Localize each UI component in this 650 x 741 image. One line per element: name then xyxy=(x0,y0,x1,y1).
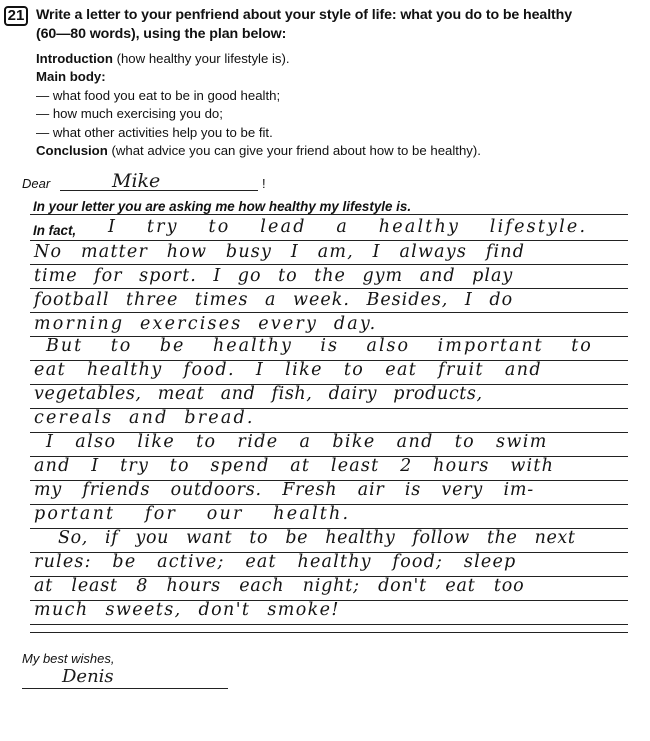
ruled-line xyxy=(30,288,628,289)
plan-conclusion xyxy=(36,142,646,160)
plan-item: — what other activities help you to be fit. xyxy=(36,124,273,140)
handwritten-line: No matter how busy I am, I always find xyxy=(34,242,526,262)
salutation-label: Dear xyxy=(22,176,51,191)
handwritten-line: morning exercises every day. xyxy=(34,314,378,334)
ruled-line xyxy=(30,214,628,215)
ruled-line xyxy=(30,624,628,625)
handwritten-line: I try to lead a healthy lifestyle. xyxy=(108,217,588,237)
handwritten-line: much sweets, don't smoke! xyxy=(34,600,340,620)
plan-introduction-text: (how healthy your lifestyle is). xyxy=(112,51,290,66)
handwritten-line: and I try to spend at least 2 hours with xyxy=(34,456,555,476)
handwritten-line: portant for our health. xyxy=(34,504,351,524)
ruled-line xyxy=(30,632,628,633)
plan-introduction xyxy=(36,50,646,68)
handwritten-line: cereals and bread. xyxy=(34,408,255,428)
task-instruction xyxy=(36,6,636,44)
salutation-name: Mike xyxy=(112,170,161,192)
ruled-line xyxy=(30,264,628,265)
ruled-line xyxy=(30,240,628,241)
handwritten-line: I also like to ride a bike and to swim xyxy=(46,432,548,452)
ruled-line xyxy=(30,312,628,313)
handwritten-line: But to be healthy is also important to xyxy=(46,336,593,356)
handwritten-line: So, if you want to be healthy follow the next xyxy=(58,528,576,548)
handwritten-line: at least 8 hours each night; don't eat too xyxy=(34,576,525,596)
plan-item: — what food you eat to be in good health; xyxy=(36,87,281,103)
plan-item: — how much exercising you do; xyxy=(36,106,223,122)
signature: Denis xyxy=(62,666,114,687)
closing-phrase: My best wishes, xyxy=(22,651,115,666)
writing-plan xyxy=(36,50,646,160)
handwritten-line: eat healthy food. I like to eat fruit and xyxy=(34,360,542,380)
task-instruction-line-1: Write a letter to your penfriend about your style of life: what you do to be healthy xyxy=(36,7,573,23)
task-instruction-line-2: (60—80 words), using the plan below: xyxy=(36,26,287,42)
plan-introduction-label: Introduction xyxy=(36,51,113,66)
plan-conclusion-text: (what advice you can give your friend about how to be healthy). xyxy=(107,143,481,159)
task-number-badge: 21 xyxy=(4,6,28,26)
given-opening-sentence: In your letter you are asking me how healthy my lifestyle is. xyxy=(33,199,412,214)
salutation-punctuation: ! xyxy=(262,176,266,191)
handwritten-line: football three times a week. Besides, I do xyxy=(34,290,514,310)
signature-field[interactable] xyxy=(22,688,228,689)
given-prefix: In fact, xyxy=(33,223,77,238)
handwritten-line: vegetables, meat and fish, dairy products, xyxy=(34,384,483,404)
handwritten-line: time for sport. I go to the gym and play xyxy=(34,266,514,286)
plan-main-body-label: Main body: xyxy=(36,69,106,85)
plan-conclusion-label: Conclusion xyxy=(36,143,108,159)
handwritten-line: my friends outdoors. Fresh air is very im- xyxy=(34,480,534,500)
handwritten-line: rules: be active; eat healthy food; sleep xyxy=(34,552,517,572)
